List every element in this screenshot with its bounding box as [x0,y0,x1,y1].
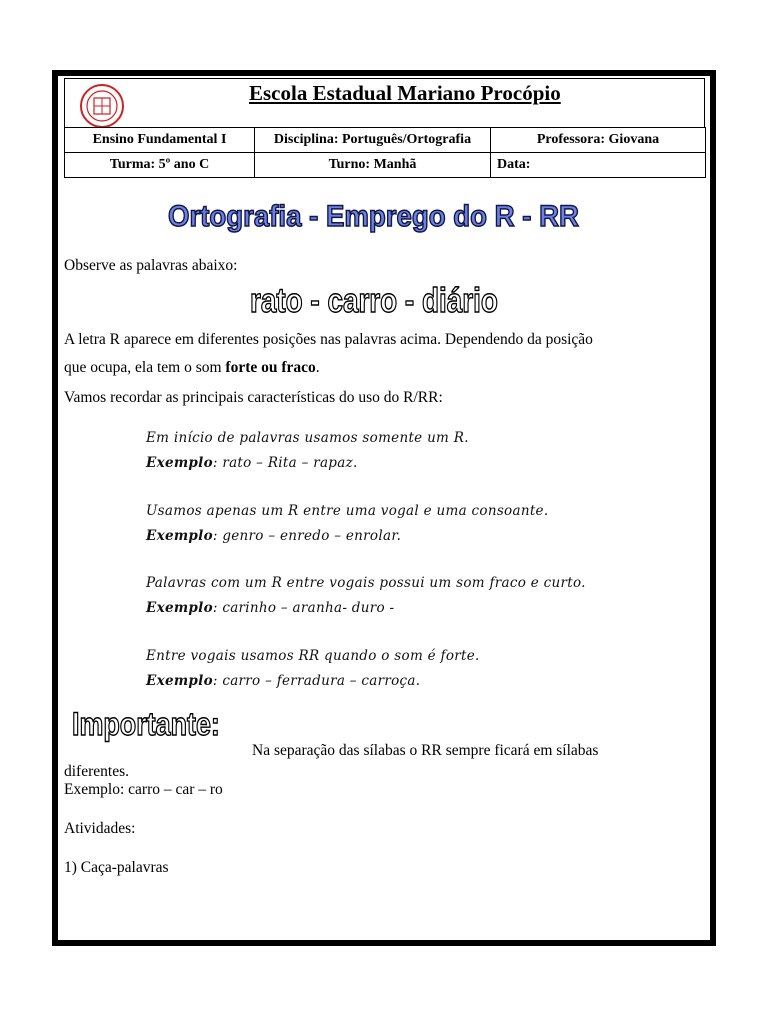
paragraph-2: que ocupa, ela tem o som forte ou fraco. [64,359,320,376]
example-4: Exemplo: carro – ferradura – carroça. [146,673,421,689]
paragraph-1: A letra R aparece em diferentes posições nas palavras acima. Dependendo da posição [64,331,593,348]
intro-text: Observe as palavras abaixo: [64,257,238,274]
example-2: Exemplo: genro – enredo – enrolar. [146,528,402,544]
important-heading: Importante: [72,706,220,742]
rule-2: Usamos apenas um R entre uma vogal e uma consoante. [146,503,549,519]
table-row [65,128,706,153]
info-table [64,127,706,178]
table-row [65,153,706,178]
level-cell: Ensino Fundamental I [65,128,255,153]
teacher-cell: Professora: Giovana [491,128,706,153]
title-box [64,78,705,128]
activity-1: 1) Caça-palavras [64,859,169,876]
shift-cell: Turno: Manhã [255,153,491,178]
rule-1: Em início de palavras usamos somente um R. [146,430,469,446]
important-text: Na separação das sílabas o RR sempre ficará em sílabas [252,742,599,759]
separation-example: Exemplo: carro – car – ro [64,781,223,798]
class-cell: Turma: 5º ano C [65,153,255,178]
example-3: Exemplo: carinho – aranha- duro - [146,600,395,616]
example-words: rato - carro - diário [250,282,498,320]
example-1: Exemplo: rato – Rita – rapaz. [146,455,358,471]
bold-phrase: forte ou fraco [225,359,316,376]
school-name: Escola Estadual Mariano Procópio [249,81,561,105]
worksheet-title: Ortografia - Emprego do R - RR [168,200,579,233]
important-text-cont: diferentes. [64,763,129,780]
activities-heading: Atividades: [64,820,136,837]
paragraph-3: Vamos recordar as principais características do uso do R/RR: [64,389,443,406]
school-logo-icon [79,83,125,129]
date-cell: Data: [491,153,706,178]
rule-3: Palavras com um R entre vogais possui um som fraco e curto. [146,575,586,591]
rule-4: Entre vogais usamos RR quando o som é forte. [146,648,480,664]
subject-cell: Disciplina: Português/Ortografia [255,128,491,153]
school-header [64,78,705,182]
